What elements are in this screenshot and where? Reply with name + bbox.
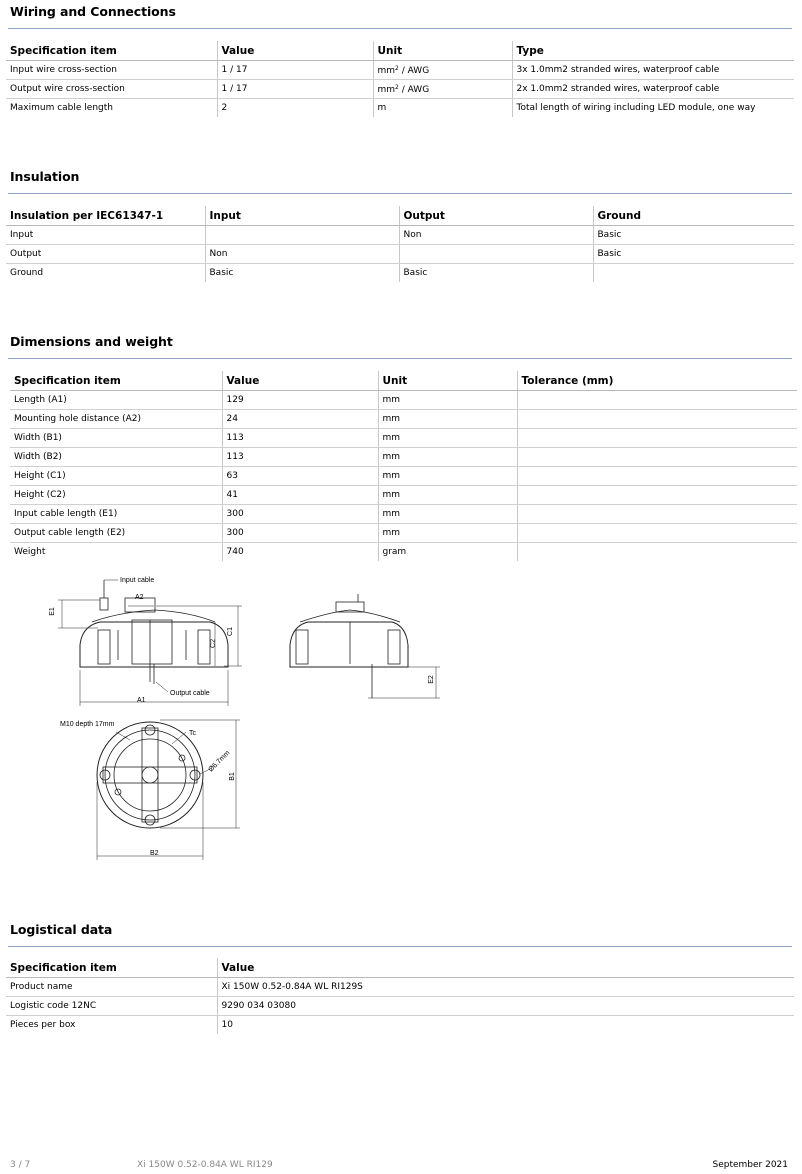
cell: 300 [222,524,378,543]
cell: Height (C1) [10,467,222,486]
column-header: Ground [593,206,794,226]
cell: Product name [6,978,217,997]
cell: 63 [222,467,378,486]
column-header: Specification item [6,958,217,978]
cell: 1 / 17 [217,61,373,80]
cell: Xi 150W 0.52-0.84A WL RI129S [217,978,794,997]
section-rule [8,28,792,29]
cell [517,391,797,410]
table-row [10,524,797,543]
cell: 2x 1.0mm2 stranded wires, waterproof cable [512,80,794,99]
hole-diameter-label: Ø6.7mm [207,749,232,774]
output-cable-label: Output cable [170,690,210,697]
column-header: Specification item [6,41,217,61]
unit-superscript: 2 [395,64,399,72]
cell: Non [399,226,593,245]
column-header: Value [217,958,794,978]
table-header-row [6,206,794,226]
cell: Weight [14,547,46,557]
cell: Mounting hole distance (A2) [10,410,222,429]
column-header: Specification item [10,371,222,391]
dim-a2-label: A2 [135,594,144,601]
footer-date: September 2021 [712,1160,788,1170]
cell [517,505,797,524]
cell: Height (C2) [10,486,222,505]
footer-product-name: Xi 150W 0.52-0.84A WL RI129 [137,1160,273,1170]
dimensions-table [10,371,797,561]
table-row [10,543,797,562]
cell: mm [378,391,517,410]
cell: Length (A1) [10,391,222,410]
table-row [6,978,794,997]
cell [399,245,593,264]
table-row [10,505,797,524]
cell [593,264,794,283]
dim-e1-label: E1 [48,607,56,616]
cell: Basic [593,226,794,245]
cell [517,410,797,429]
column-header: Tolerance (mm) [517,371,797,391]
table-row [6,245,794,264]
cell: 300 [222,505,378,524]
cell: 740 [222,543,378,562]
logistics-table [6,958,794,1034]
dim-c2-label: C2 [209,639,217,648]
cell: 41 [222,486,378,505]
section-title-logistics: Logistical data [10,922,113,937]
table-row [10,429,797,448]
cell: 10 [217,1016,794,1035]
table-row [10,467,797,486]
cell [373,61,512,80]
input-cable-label: Input cable [120,577,155,584]
section-rule [8,193,792,194]
cell: Pieces per box [10,1020,76,1030]
column-header: Type [512,41,794,61]
section-rule [8,946,792,947]
cell: Output wire cross-section [6,80,217,99]
cell: Logistic code 12NC [6,997,217,1016]
cell: 3x 1.0mm2 stranded wires, waterproof cable [512,61,794,80]
cell: Input wire cross-section [6,61,217,80]
cell: mm [378,524,517,543]
table-header-row [10,371,797,391]
table-row [6,99,794,118]
table-header-row [6,958,794,978]
table-row [10,486,797,505]
cell: Basic [399,264,593,283]
cell: mm [378,505,517,524]
cell [517,448,797,467]
cell: Maximum cable length [10,103,113,113]
table-row [6,1016,794,1035]
section-title-insulation: Insulation [10,169,80,184]
cell: 129 [222,391,378,410]
cell: mm [378,486,517,505]
cell [517,429,797,448]
cell: 1 / 17 [217,80,373,99]
table-row [6,264,794,283]
column-header: Input [205,206,399,226]
cell: Total length of wiring including LED module, one way [512,99,794,118]
dim-b1-label: B1 [228,772,236,781]
cell: Ground [10,268,44,278]
unit-text: mm [377,84,396,95]
dimension-drawing [0,570,460,870]
cell: Width (B1) [10,429,222,448]
section-title-dimensions: Dimensions and weight [10,334,173,349]
m10-depth-label: M10 depth 17mm [60,721,115,728]
cell [517,486,797,505]
cell: 9290 034 03080 [217,997,794,1016]
table-row [6,226,794,245]
cell: Non [205,245,399,264]
side-view-right [290,594,440,698]
cell: 2 [217,99,373,118]
section-title-wiring: Wiring and Connections [10,4,176,19]
unit-text: mm [377,65,396,76]
unit-suffix: / AWG [398,84,430,95]
cell: mm [378,429,517,448]
cell: Input cable length (E1) [10,505,222,524]
top-view [97,720,240,860]
dim-b2-label: B2 [150,850,159,857]
table-row [10,448,797,467]
table-row [6,61,794,80]
cell [517,543,797,562]
table-row [6,80,794,99]
cell: Input [6,226,205,245]
table-row [10,391,797,410]
column-header: Insulation per IEC61347-1 [6,206,205,226]
wiring-table [6,41,794,117]
column-header: Unit [378,371,517,391]
cell: Basic [205,264,399,283]
cell: 24 [222,410,378,429]
unit-suffix: / AWG [398,65,430,76]
dim-e2-label: E2 [427,675,435,684]
page-number: 3 / 7 [10,1160,31,1170]
column-header: Unit [373,41,512,61]
tc-label: Tc [189,730,196,737]
cell [373,80,512,99]
cell: Basic [593,245,794,264]
cell [517,524,797,543]
cell: mm [378,467,517,486]
cell [517,467,797,486]
column-header: Output [399,206,593,226]
cell: 113 [222,429,378,448]
dim-c1-label: C1 [226,627,234,636]
table-row [6,997,794,1016]
section-rule [8,358,792,359]
unit-superscript: 2 [395,83,399,91]
column-header: Value [222,371,378,391]
cell: gram [378,543,517,562]
cell: Output cable length (E2) [10,524,222,543]
cell: 113 [222,448,378,467]
cell: Width (B2) [10,448,222,467]
table-header-row [6,41,794,61]
column-header: Value [217,41,373,61]
insulation-table [6,206,794,282]
cell: Output [6,245,205,264]
dim-a1-label: A1 [137,697,146,704]
cell: mm [378,410,517,429]
table-row [10,410,797,429]
cell [205,226,399,245]
cell: m [373,99,512,118]
cell: mm [378,448,517,467]
